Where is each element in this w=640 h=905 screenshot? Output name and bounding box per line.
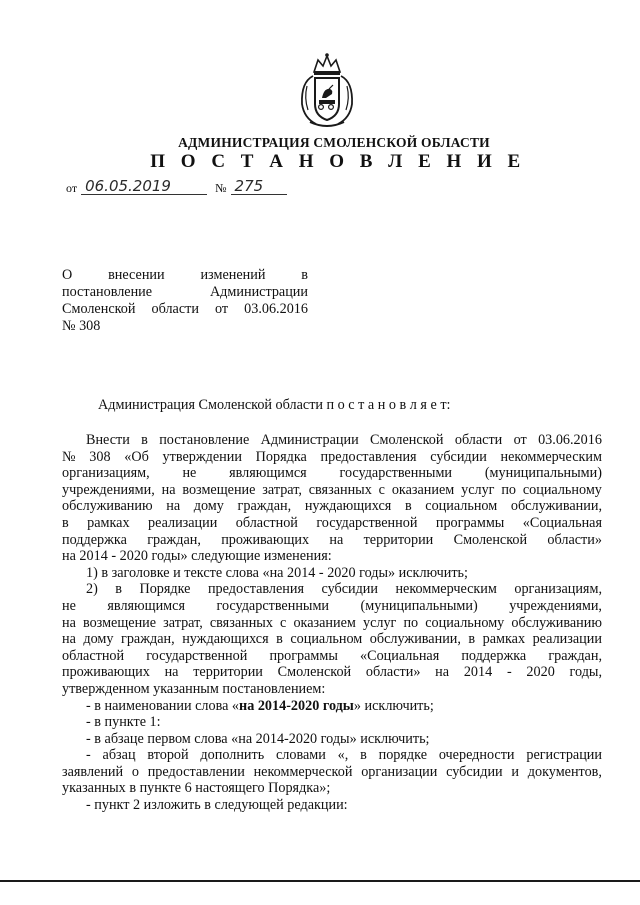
subject-word: области [151, 301, 199, 317]
date-prefix: от [66, 181, 78, 195]
body-word: в [276, 631, 283, 648]
body-word: социальному [522, 481, 602, 498]
body-word: на [329, 531, 344, 548]
body-word: возмещение [82, 614, 157, 631]
body-word: области» [365, 664, 421, 681]
body-word: «Социальная [522, 514, 602, 531]
body-word: в [115, 581, 122, 598]
body-word: предоставлении [147, 763, 245, 780]
body-word: связанных [308, 481, 372, 498]
number-prefix: № [215, 181, 227, 195]
body-word: рамках [482, 631, 526, 648]
body-word: рамках [87, 514, 130, 531]
body-line [62, 581, 602, 598]
body-word: граждан, [237, 498, 292, 515]
body-line [62, 465, 602, 482]
body-word: 03.06.2016 [538, 432, 602, 448]
body-word: обслуживании, [369, 631, 461, 648]
body-word: в [468, 631, 476, 648]
body-word: от [513, 432, 527, 448]
body-line [62, 615, 602, 632]
body-word: областной [62, 647, 125, 664]
body-word: граждан, [147, 531, 201, 548]
body-word: поддержка [62, 531, 127, 548]
body-word: утверждении [162, 448, 242, 465]
body-word: годы, [569, 664, 602, 681]
body-word: некоммерческой [253, 763, 353, 780]
subject-word: в [301, 267, 308, 283]
body-word: предоставления [207, 581, 304, 598]
body-word: дополнить [200, 747, 265, 764]
subject-line [62, 284, 308, 301]
body-word: регистрации [526, 747, 602, 764]
body-line [62, 432, 602, 449]
body-text: - в абзаце первом слова «на 2014-2020 годы» исключить; [86, 730, 430, 747]
body-word: о [131, 763, 139, 780]
body-word: в [141, 432, 148, 448]
body-word: обслуживанию [62, 498, 153, 515]
body-line [62, 681, 602, 698]
body-word: в [360, 747, 367, 764]
body-word: оказанием [391, 481, 455, 498]
body-word: документов, [527, 763, 602, 780]
number-handwritten: 275 [231, 178, 287, 195]
body-word: организации [361, 763, 438, 780]
body-word: некоммерческим [500, 448, 602, 465]
body-word: - [86, 747, 91, 764]
body-word: на [435, 664, 450, 681]
body-word: Смоленской [370, 432, 444, 448]
body-word: 2) [86, 581, 98, 598]
body-line [62, 747, 602, 764]
body-line [62, 698, 602, 715]
body-word: государственными [216, 597, 330, 614]
subject-word: Администрации [209, 284, 308, 300]
body-word: на [62, 614, 76, 631]
body-word: не [182, 465, 197, 482]
body-word: 2014 [463, 664, 493, 681]
body-text: на 2014 - 2020 годы» следующие изменения: [62, 548, 332, 565]
body-word: дому [193, 498, 224, 515]
body-word: областной [235, 514, 298, 531]
organization-title: АДМИНИСТРАЦИЯ СМОЛЕНСКОЙ ОБЛАСТИ [178, 135, 490, 150]
body-word: услуг [362, 614, 397, 631]
subject-word: Смоленской [62, 301, 136, 317]
document-subject [62, 267, 308, 335]
body-text: указанных в пункте 6 настоящего Порядка»; [62, 780, 331, 797]
body-word: области [454, 432, 503, 448]
body-word: № [62, 448, 76, 465]
body-line [62, 449, 602, 466]
body-word: с [378, 481, 385, 498]
body-word: Смоленской [453, 531, 528, 548]
subject-word: № 308 [62, 318, 101, 334]
body-line [62, 797, 602, 814]
body-word: - [506, 664, 512, 681]
body-word: реализации [148, 514, 218, 531]
body-line [62, 482, 602, 499]
body-word: проживающих [62, 664, 150, 681]
body-text: - пункт 2 изложить в следующей редакции: [86, 797, 348, 814]
body-word: программы [269, 647, 338, 664]
document-date-number [66, 178, 287, 195]
body-word: являющимся [107, 597, 185, 614]
body-line [62, 731, 602, 748]
body-bold-text: на 2014-2020 годы [239, 697, 354, 714]
body-line [62, 515, 602, 532]
subject-word: 03.06.2016 [244, 301, 308, 317]
body-word: порядке [378, 747, 427, 764]
body-word: программы [435, 514, 505, 531]
body-text: » исключить; [353, 697, 434, 714]
body-word: граждан, [121, 631, 175, 648]
body-word: территории [193, 664, 263, 681]
body-word: реализации [532, 631, 602, 648]
body-word: предоставления [320, 448, 417, 465]
body-word: дому [83, 631, 114, 648]
body-text: 1) в заголовке и тексте слова «на 2014 - 2020 годы» исключить; [86, 564, 468, 581]
body-text: - в наименовании слова « [86, 697, 240, 714]
body-word: постановление [159, 432, 250, 448]
body-word: словами [275, 747, 326, 764]
body-word: учреждениями, [509, 597, 602, 614]
body-line [62, 532, 602, 549]
subject-word: внесении [108, 267, 165, 283]
body-word: Порядке [139, 581, 191, 598]
body-line [62, 548, 602, 565]
subject-line [62, 318, 308, 335]
body-word: социальном [290, 631, 363, 648]
body-word: организациям, [62, 465, 150, 482]
body-word: на [164, 664, 179, 681]
body-word: государственной [146, 647, 248, 664]
body-line [62, 764, 602, 781]
body-word: государственной [316, 514, 418, 531]
body-word: обслуживании, [510, 498, 602, 515]
body-word: на [62, 631, 76, 648]
body-line [62, 565, 602, 582]
body-line [62, 598, 602, 615]
body-line [62, 664, 602, 681]
body-word: очередности [438, 747, 515, 764]
preamble-text: Администрация Смоленской области [98, 397, 327, 413]
body-word: учреждениями, [62, 481, 155, 498]
body-word: организациям, [514, 581, 602, 598]
body-word: проживающих [221, 531, 310, 548]
document-type-heading: П О С Т А Н О В Л Е Н И Е [150, 151, 526, 172]
body-word: по [403, 614, 419, 631]
body-word: затрат, [262, 481, 302, 498]
body-word: некоммерческим [395, 581, 497, 598]
body-line [62, 714, 602, 731]
body-word: (муниципальными) [360, 597, 478, 614]
preamble [98, 397, 450, 414]
body-word: социальному [425, 614, 505, 631]
coat-of-arms-emblem [296, 52, 358, 130]
body-word: поддержка [461, 647, 527, 664]
body-word: (муниципальными) [484, 465, 602, 482]
body-word: 308 [89, 448, 111, 465]
body-word: на [161, 481, 176, 498]
body-word: являющимся [229, 465, 307, 482]
body-line [62, 780, 602, 797]
body-word: услуг [461, 481, 495, 498]
body-word: по [501, 481, 517, 498]
body-word: социальном [425, 498, 498, 515]
body-word: оказанием [293, 614, 356, 631]
body-word: Порядка [255, 448, 307, 465]
subject-word: от [214, 301, 229, 317]
body-word: возмещение [182, 481, 256, 498]
body-line [62, 631, 602, 648]
body-text: утвержденном указанным постановлением: [62, 680, 326, 697]
body-word: не [62, 597, 76, 614]
body-word: на [166, 498, 181, 515]
body-word: субсидии [446, 763, 503, 780]
body-word: Смоленской [277, 664, 352, 681]
body-word: и [511, 763, 520, 780]
date-handwritten: 06.05.2019 [81, 178, 207, 195]
body-word: граждан, [548, 647, 602, 664]
body-word: обслуживанию [511, 614, 602, 631]
body-word: нуждающихся [304, 498, 392, 515]
body-word: «, [337, 747, 349, 764]
body-word: Администрации [260, 432, 359, 448]
body-word: «Об [124, 448, 149, 465]
preamble-resolves: п о с т а н о в л я е т: [326, 397, 451, 413]
body-word: заявлений [62, 763, 124, 780]
body-word: территории [363, 531, 434, 548]
body-word: субсидии [430, 448, 487, 465]
body-word: государственными [339, 465, 453, 482]
body-word: затрат, [163, 614, 203, 631]
subject-word: О [62, 267, 73, 283]
body-word: 2020 [526, 664, 555, 681]
body-word: связанных [209, 614, 273, 631]
body-word: «Социальная [360, 647, 440, 664]
subject-line [62, 267, 308, 284]
body-text: - в пункте 1: [86, 714, 161, 731]
body-word: субсидии [321, 581, 378, 598]
body-word: в [62, 514, 69, 531]
subject-word: изменений [200, 267, 266, 283]
body-word: с [280, 614, 287, 631]
body-word: второй [147, 747, 189, 764]
body-line [62, 498, 602, 515]
body-line [62, 648, 602, 665]
subject-word: постановление [62, 284, 153, 300]
subject-line [62, 301, 308, 318]
body-word: в [404, 498, 412, 515]
body-word: области» [547, 531, 602, 548]
page-bottom-rule [0, 880, 640, 882]
body-word: нуждающихся [182, 631, 269, 648]
document-body [62, 432, 602, 814]
body-word: Внести [86, 432, 130, 448]
body-word: абзац [102, 747, 136, 764]
